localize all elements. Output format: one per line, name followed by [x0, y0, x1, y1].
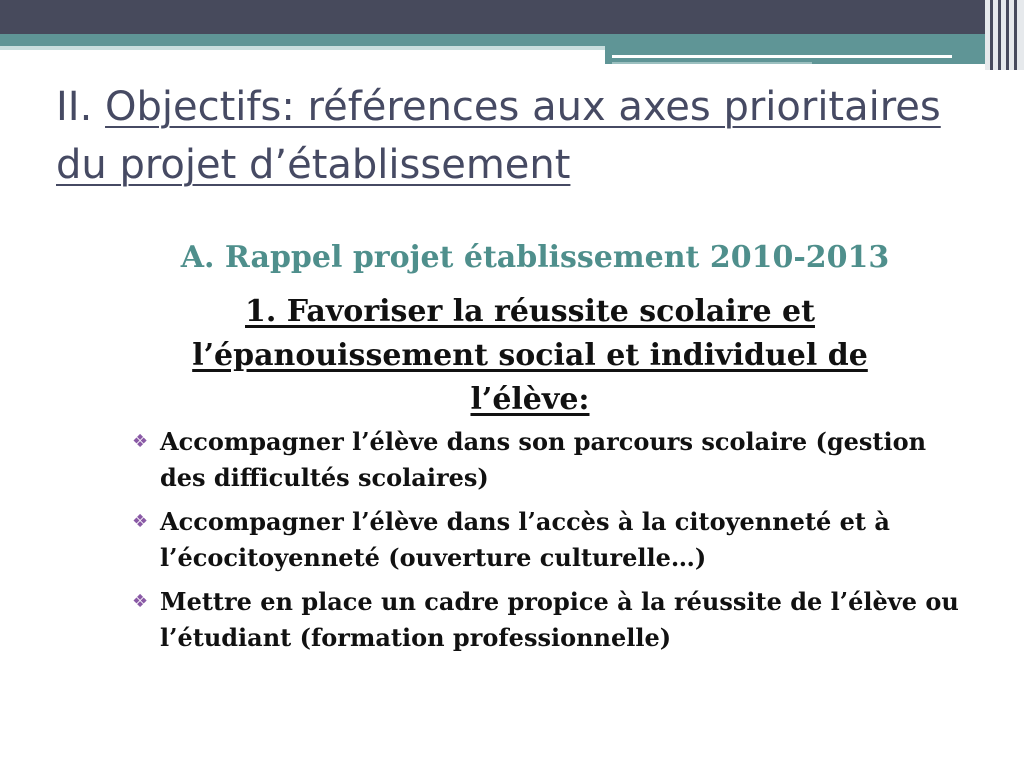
slide-subtitle: A. Rappel projet établissement 2010-2013: [180, 240, 890, 275]
header-band-line: [612, 62, 812, 64]
header-band-stripe: [990, 0, 993, 70]
header-band-stripe: [1014, 0, 1017, 70]
diamond-bullet-icon: ❖: [132, 591, 149, 612]
slide-title: [56, 78, 996, 194]
bullet-text: Accompagner l’élève dans son parcours scolaire (gestion des difficultés scolaires): [160, 427, 927, 492]
list-item: [132, 504, 962, 576]
header-band-teal: [0, 34, 1024, 46]
title-main: Objectifs: références aux axes prioritaires du projet d’établissement: [56, 84, 941, 188]
title-prefix: II.: [56, 84, 93, 130]
diamond-bullet-icon: ❖: [132, 431, 149, 452]
header-band-dark: [0, 0, 1024, 34]
header-band-line: [612, 55, 952, 58]
bullet-text: Mettre en place un cadre propice à la réussite de l’élève ou l’étudiant (formation professionnelle): [160, 587, 959, 652]
list-item: [132, 584, 962, 656]
diamond-bullet-icon: ❖: [132, 511, 149, 532]
bullet-list: [132, 424, 962, 664]
bullet-text: Accompagner l’élève dans l’accès à la citoyenneté et à l’écocitoyenneté (ouverture culturelle…): [160, 507, 890, 572]
header-band-stripe: [1006, 0, 1009, 70]
section-heading: 1. Favoriser la réussite scolaire et l’épanouissement social et individuel de l’élève:: [192, 294, 868, 417]
header-band-stripe: [998, 0, 1001, 70]
list-item: [132, 424, 962, 496]
